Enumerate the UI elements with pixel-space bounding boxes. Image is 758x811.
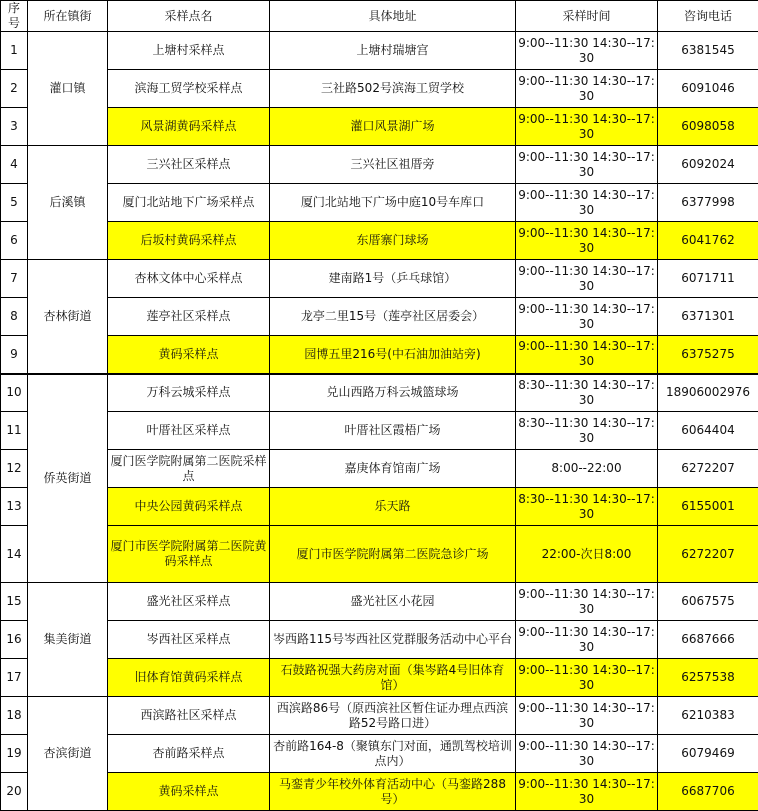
table-row xyxy=(1,526,758,583)
district-cell: 杏林街道 xyxy=(28,260,108,374)
contact-phone: 6687666 xyxy=(658,621,758,659)
site-name: 盛光社区采样点 xyxy=(108,583,270,621)
contact-phone: 6375275 xyxy=(658,336,758,374)
site-name: 中央公园黄码采样点 xyxy=(108,488,270,526)
header-site-name: 采样点名 xyxy=(108,1,270,32)
contact-phone: 6071711 xyxy=(658,260,758,298)
site-address: 园博五里216号(中石油加油站旁) xyxy=(270,336,516,374)
site-address: 杏前路164-8（聚镇东门对面，通凯驾校培训点内） xyxy=(270,735,516,773)
sampling-time: 8:30--11:30 14:30--17:30 xyxy=(516,374,658,412)
row-number: 8 xyxy=(1,298,28,336)
site-address: 盛光社区小花园 xyxy=(270,583,516,621)
sampling-time: 9:00--11:30 14:30--17:30 xyxy=(516,735,658,773)
site-name: 万科云城采样点 xyxy=(108,374,270,412)
contact-phone: 6091046 xyxy=(658,70,758,108)
contact-phone: 6092024 xyxy=(658,146,758,184)
table-row xyxy=(1,146,758,184)
table-row xyxy=(1,70,758,108)
table-row xyxy=(1,336,758,374)
row-number: 10 xyxy=(1,374,28,412)
site-name: 厦门北站地下广场采样点 xyxy=(108,184,270,222)
row-number: 5 xyxy=(1,184,28,222)
row-number: 7 xyxy=(1,260,28,298)
sampling-time: 9:00--11:30 14:30--17:30 xyxy=(516,298,658,336)
sampling-time: 9:00--11:30 14:30--17:30 xyxy=(516,260,658,298)
sampling-time: 9:00--11:30 14:30--17:30 xyxy=(516,184,658,222)
sampling-time: 8:30--11:30 14:30--17:30 xyxy=(516,488,658,526)
site-name: 杏前路采样点 xyxy=(108,735,270,773)
site-address: 石鼓路祝强大药房对面（集岑路4号旧体育馆） xyxy=(270,659,516,697)
row-number: 14 xyxy=(1,526,28,583)
district-cell: 集美街道 xyxy=(28,583,108,697)
contact-phone: 6377998 xyxy=(658,184,758,222)
site-address: 龙亭二里15号（莲亭社区居委会） xyxy=(270,298,516,336)
sampling-time: 9:00--11:30 14:30--17:30 xyxy=(516,70,658,108)
sampling-time: 9:00--11:30 14:30--17:30 xyxy=(516,336,658,374)
contact-phone: 6079469 xyxy=(658,735,758,773)
site-name: 厦门医学院附属第二医院采样点 xyxy=(108,450,270,488)
site-address: 三社路502号滨海工贸学校 xyxy=(270,70,516,108)
site-address: 西滨路86号（原西滨社区暂住证办理点西滨路52号路口进） xyxy=(270,697,516,735)
row-number: 2 xyxy=(1,70,28,108)
site-name: 旧体育馆黄码采样点 xyxy=(108,659,270,697)
sampling-time: 9:00--11:30 14:30--17:30 xyxy=(516,146,658,184)
district-cell: 后溪镇 xyxy=(28,146,108,260)
contact-phone: 6210383 xyxy=(658,697,758,735)
site-name: 滨海工贸学校采样点 xyxy=(108,70,270,108)
sampling-time: 9:00--11:30 14:30--17:30 xyxy=(516,222,658,260)
site-name: 杏林文体中心采样点 xyxy=(108,260,270,298)
contact-phone: 18906002976 xyxy=(658,374,758,412)
table-row xyxy=(1,184,758,222)
sampling-time: 9:00--11:30 14:30--17:30 xyxy=(516,108,658,146)
row-number: 17 xyxy=(1,659,28,697)
header-phone: 咨询电话 xyxy=(658,1,758,32)
site-address: 兑山西路万科云城篮球场 xyxy=(270,374,516,412)
row-number: 18 xyxy=(1,697,28,735)
contact-phone: 6687706 xyxy=(658,773,758,811)
sampling-time: 9:00--11:30 14:30--17:30 xyxy=(516,621,658,659)
site-name: 西滨路社区采样点 xyxy=(108,697,270,735)
table-row xyxy=(1,108,758,146)
table-row xyxy=(1,488,758,526)
row-number: 19 xyxy=(1,735,28,773)
contact-phone: 6257538 xyxy=(658,659,758,697)
site-address: 上塘村瑞塘宫 xyxy=(270,32,516,70)
site-name: 黄码采样点 xyxy=(108,773,270,811)
site-address: 乐天路 xyxy=(270,488,516,526)
site-name: 风景湖黄码采样点 xyxy=(108,108,270,146)
table-row xyxy=(1,659,758,697)
header-no: 序号 xyxy=(1,1,28,32)
table-row xyxy=(1,735,758,773)
district-cell: 灌口镇 xyxy=(28,32,108,146)
site-name: 上塘村采样点 xyxy=(108,32,270,70)
site-name: 莲亭社区采样点 xyxy=(108,298,270,336)
table-row xyxy=(1,260,758,298)
table-row xyxy=(1,697,758,735)
header-row xyxy=(1,1,758,32)
contact-phone: 6155001 xyxy=(658,488,758,526)
site-address: 马銮青少年校外体育活动中心（马銮路288号） xyxy=(270,773,516,811)
site-address: 厦门市医学院附属第二医院急诊广场 xyxy=(270,526,516,583)
row-number: 6 xyxy=(1,222,28,260)
contact-phone: 6041762 xyxy=(658,222,758,260)
sampling-time: 9:00--11:30 14:30--17:30 xyxy=(516,583,658,621)
contact-phone: 6371301 xyxy=(658,298,758,336)
site-address: 东厝寨门球场 xyxy=(270,222,516,260)
sampling-time: 9:00--11:30 14:30--17:30 xyxy=(516,697,658,735)
row-number: 9 xyxy=(1,336,28,374)
table-row xyxy=(1,621,758,659)
table-row xyxy=(1,374,758,412)
contact-phone: 6098058 xyxy=(658,108,758,146)
site-name: 叶厝社区采样点 xyxy=(108,412,270,450)
table-row xyxy=(1,298,758,336)
table-row xyxy=(1,32,758,70)
contact-phone: 6067575 xyxy=(658,583,758,621)
sampling-time: 9:00--11:30 14:30--17:30 xyxy=(516,32,658,70)
sampling-time: 8:30--11:30 14:30--17:30 xyxy=(516,412,658,450)
contact-phone: 6272207 xyxy=(658,450,758,488)
district-cell: 侨英街道 xyxy=(28,374,108,583)
row-number: 11 xyxy=(1,412,28,450)
site-name: 岑西社区采样点 xyxy=(108,621,270,659)
header-time: 采样时间 xyxy=(516,1,658,32)
table-row xyxy=(1,412,758,450)
sampling-time: 8:00--22:00 xyxy=(516,450,658,488)
contact-phone: 6064404 xyxy=(658,412,758,450)
row-number: 15 xyxy=(1,583,28,621)
sampling-time: 9:00--11:30 14:30--17:30 xyxy=(516,659,658,697)
row-number: 4 xyxy=(1,146,28,184)
site-name: 厦门市医学院附属第二医院黄码采样点 xyxy=(108,526,270,583)
row-number: 1 xyxy=(1,32,28,70)
row-number: 13 xyxy=(1,488,28,526)
row-number: 20 xyxy=(1,773,28,811)
site-address: 灌口风景湖广场 xyxy=(270,108,516,146)
table-row xyxy=(1,583,758,621)
district-cell: 杏滨街道 xyxy=(28,697,108,811)
row-number: 3 xyxy=(1,108,28,146)
contact-phone: 6272207 xyxy=(658,526,758,583)
table-row xyxy=(1,450,758,488)
site-name: 后坂村黄码采样点 xyxy=(108,222,270,260)
table-row xyxy=(1,773,758,811)
header-district: 所在镇街 xyxy=(28,1,108,32)
site-address: 建南路1号（乒乓球馆） xyxy=(270,260,516,298)
row-number: 12 xyxy=(1,450,28,488)
contact-phone: 6381545 xyxy=(658,32,758,70)
row-number: 16 xyxy=(1,621,28,659)
sampling-time: 9:00--11:30 14:30--17:30 xyxy=(516,773,658,811)
header-address: 具体地址 xyxy=(270,1,516,32)
table-body xyxy=(1,32,758,811)
site-address: 厦门北站地下广场中庭10号车库口 xyxy=(270,184,516,222)
site-name: 三兴社区采样点 xyxy=(108,146,270,184)
site-address: 嘉庚体育馆南广场 xyxy=(270,450,516,488)
table-row xyxy=(1,222,758,260)
site-address: 岑西路115号岑西社区党群服务活动中心平台 xyxy=(270,621,516,659)
site-address: 叶厝社区霞梧广场 xyxy=(270,412,516,450)
sampling-time: 22:00-次日8:00 xyxy=(516,526,658,583)
site-name: 黄码采样点 xyxy=(108,336,270,374)
site-address: 三兴社区祖厝旁 xyxy=(270,146,516,184)
